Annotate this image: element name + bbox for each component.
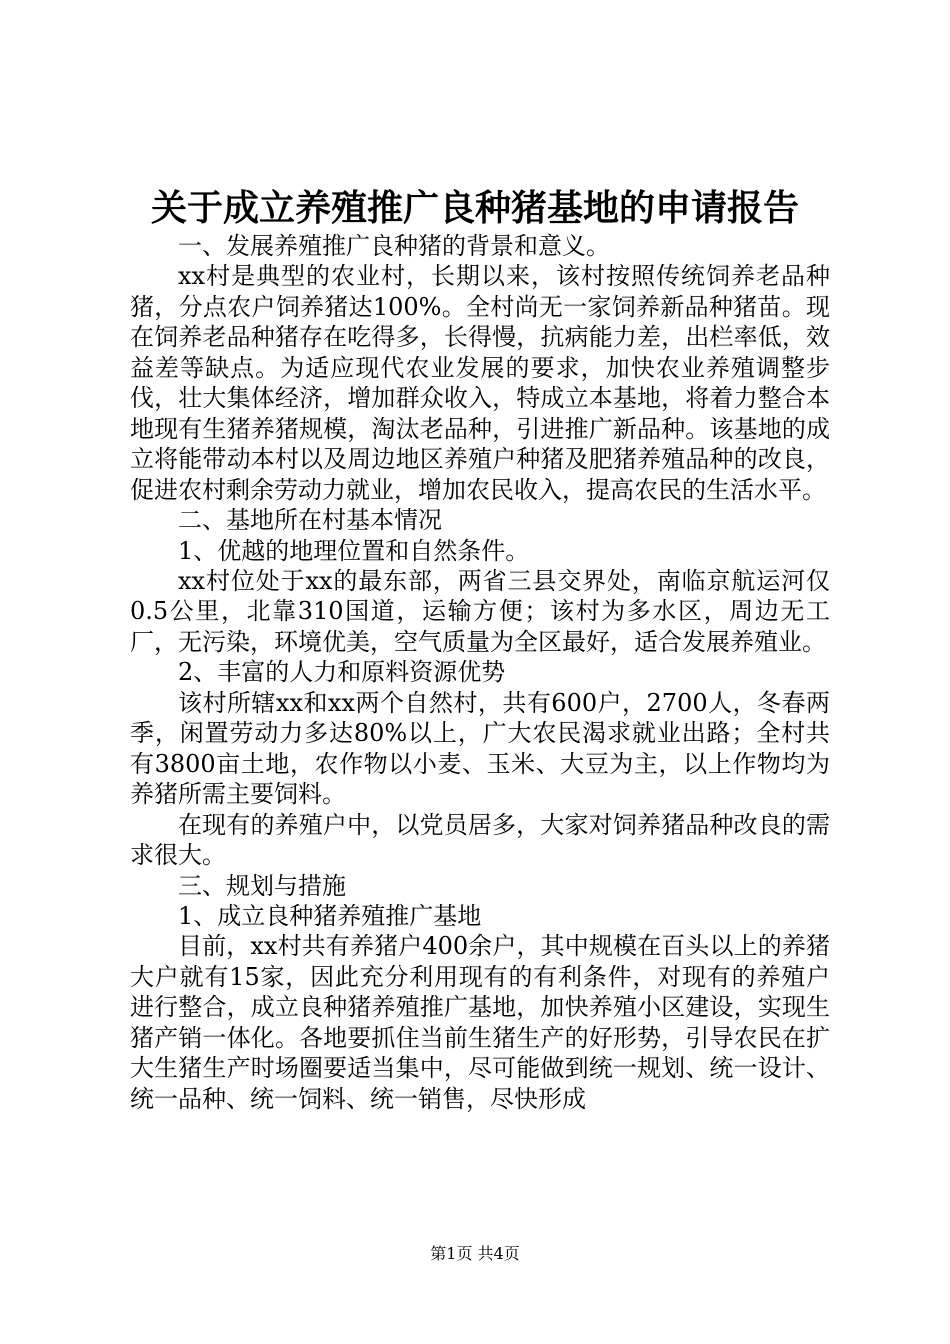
paragraph-background: xx村是典型的农业村，长期以来，该村按照传统饲养老品种猪，分点农户饲养猪达100%。全村尚无一家饲养新品种猪苗。现在饲养老品种猪存在吃得多，长得慢，抗病能力差，出栏率低，效益差等缺点。为适应现代农业发展的要求，加快农业养殖调整步伐，壮大集体经济，增加群众收入，特成立本基地，将着力整合本地现有生猪养猪规模，淘汰老品种，引进推广新品种。该基地的成立将能带动本村以及周边地区养殖户种猪及肥猪养殖品种的改良，促进农村剩余劳动力就业，增加农民收入，提高农民的生活水平。 (130, 262, 830, 504)
paragraph-subheading-location: 1、优越的地理位置和自然条件。 (178, 536, 530, 565)
paragraph-subheading-base: 1、成立良种猪养殖推广基地 (178, 901, 482, 930)
paragraph-section-1-heading: 一、发展养殖推广良种猪的背景和意义。 (178, 232, 610, 260)
paragraph-resources: 该村所辖xx和xx两个自然村，共有600户，2700人，冬春两季，闲置劳动力多达80%以上，广大农民渴求就业出路；全村共有3800亩土地，农作物以小麦、玉米、大豆为主，以上作物均为养猪所需主要饲料。 (130, 688, 830, 809)
paragraph-location: xx村位处于xx的最东部，两省三县交界处，南临京航运河仅0.5公里，北靠310国道，运输方便；该村为多水区，周边无工厂，无污染，环境优美，空气质量为全区最好，适合发展养殖业。 (130, 566, 830, 656)
paragraph-party-members: 在现有的养殖户中，以党员居多，大家对饲养猪品种改良的需求很大。 (130, 810, 830, 870)
document-body (130, 231, 830, 1114)
paragraph-section-2-heading: 二、基地所在村基本情况 (178, 506, 442, 535)
paragraph-base-plan: 目前，xx村共有养猪户400余户，其中规模在百头以上的养猪大户就有15家，因此充分利用现有的有利条件，对现有的养殖户进行整合，成立良种猪养殖推广基地，加快养殖小区建设，实现生猪产销一体化。各地要抓住当前生猪生产的好形势，引导农民在扩大生猪生产时场圈要适当集中，尽可能做到统一规划、统一设计、统一品种、统一饲料、统一销售，尽快形成 (130, 932, 830, 1113)
paragraph-section-3-heading: 三、规划与措施 (178, 871, 346, 900)
document-title: 关于成立养殖推广良种猪基地的申请报告 (150, 187, 799, 229)
page-footer: 第1页 共4页 (430, 1244, 520, 1263)
paragraph-subheading-resources: 2、丰富的人力和原料资源优势 (178, 658, 506, 687)
